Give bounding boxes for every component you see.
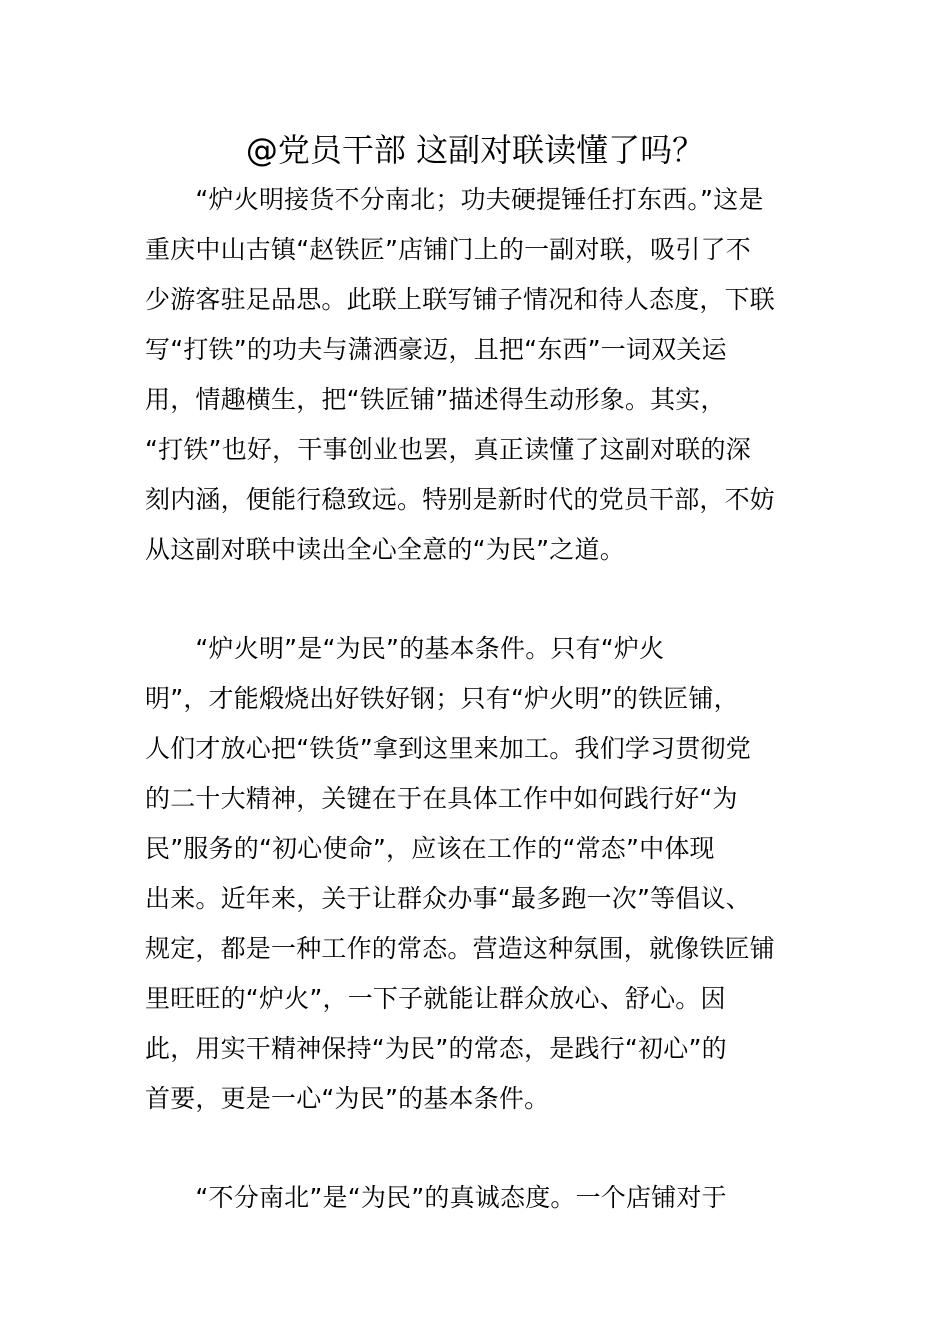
paragraph-line: “炉火明接货不分南北；功夫硬提锤任打东西。”这是 [145,185,764,214]
paragraph-line: 里旺旺的“炉火”，一下子就能让群众放心、舒心。因 [145,984,726,1013]
paragraph-line: 此，用实干精神保持“为民”的常态，是践行“初心”的 [145,1034,727,1063]
paragraph-line: “不分南北”是“为民”的真诚态度。一个店铺对于 [145,1183,727,1212]
paragraph-line: 从这副对联中读出全心全意的“为民”之道。 [145,535,625,564]
paragraph-line: 规定，都是一种工作的常态。营造这种氛围，就像铁匠铺 [145,934,776,963]
paragraph-line: 少游客驻足品思。此联上联写铺子情况和待人态度，下联 [145,285,776,314]
paragraph-line: 刻内涵，便能行稳致远。特别是新时代的党员干部，不妨 [145,485,776,514]
paragraph-line: 民”服务的“初心使命”，应该在工作的“常态”中体现 [145,834,715,863]
paragraph-line: 明”，才能煅烧出好铁好钢；只有“炉火明”的铁匠铺， [145,684,739,713]
paragraph-line: “炉火明”是“为民”的基本条件。只有“炉火 [145,634,665,663]
paragraph-2 [145,624,810,1124]
paragraph-line: 人们才放心把“铁货”拿到这里来加工。我们学习贯彻党 [145,734,751,763]
paragraph-line: 首要，更是一心“为民”的基本条件。 [145,1084,550,1113]
paragraph-line: 用，情趣横生，把“铁匠铺”描述得生动形象。其实， [145,385,726,414]
paragraph-line: 的二十大精神，关键在于在具体工作中如何践行好“为 [145,784,738,813]
paragraph-3 [145,1173,810,1223]
document-title: @党员干部 这副对联读懂了吗？ [245,131,705,169]
paragraph-line: 写“打铁”的功夫与潇洒豪迈，且把“东西”一词双关运 [145,335,727,364]
paragraph-line: “打铁”也好，干事创业也罢，真正读懂了这副对联的深 [145,435,751,464]
paragraph-1 [145,175,810,575]
paragraph-line: 重庆中山古镇“赵铁匠”店铺门上的一副对联，吸引了不 [145,235,751,264]
paragraph-line: 出来。近年来，关于让群众办事“最多跑一次”等倡议、 [145,884,751,913]
